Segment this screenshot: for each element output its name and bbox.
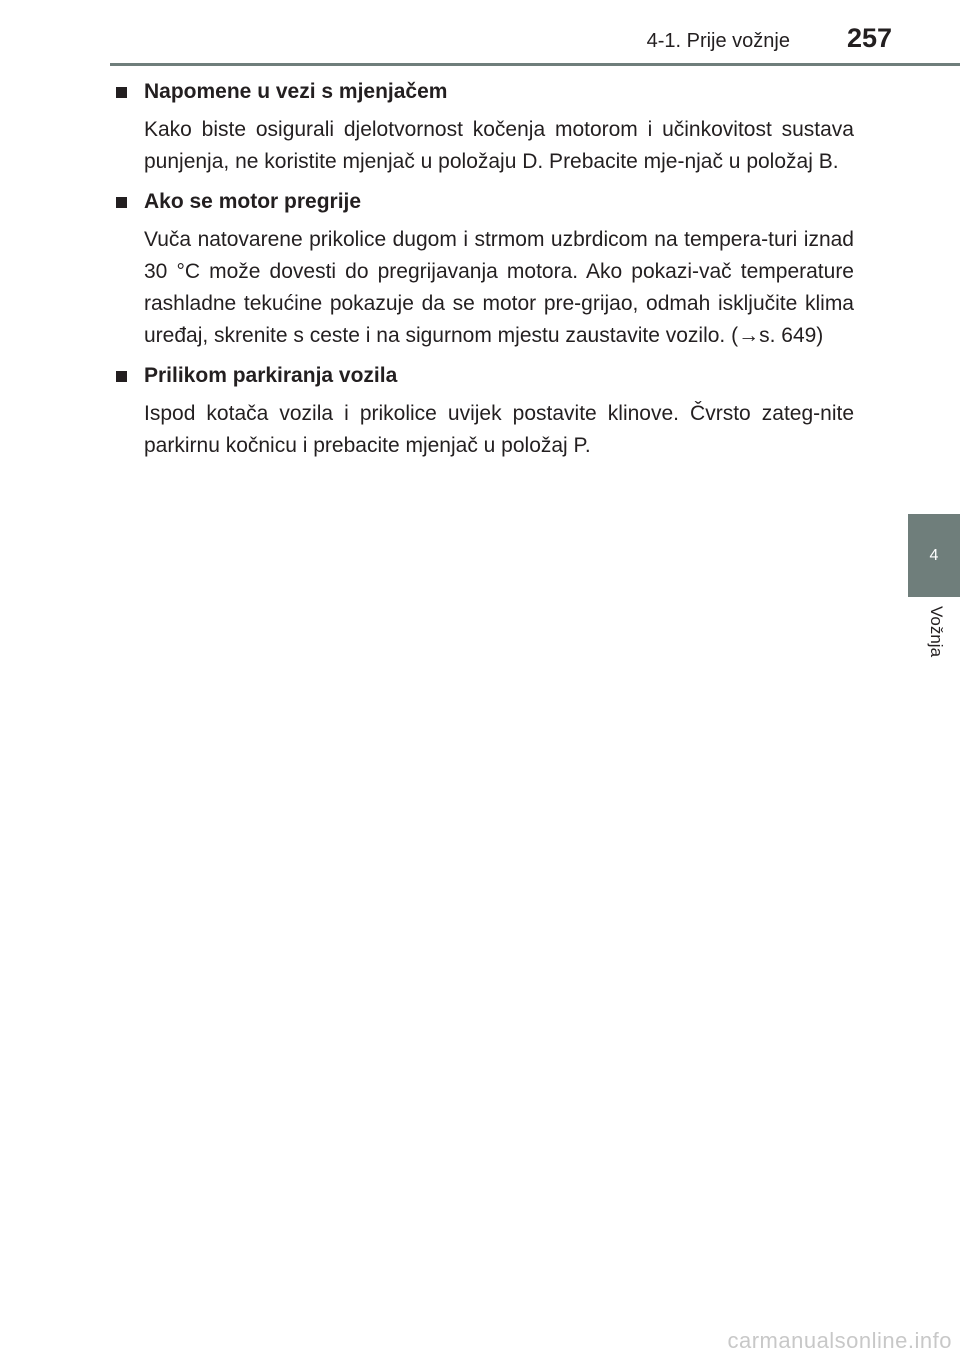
section-title: 4-1. Prije vožnje: [646, 30, 790, 52]
chapter-label: Vožnja: [927, 606, 946, 658]
note-body: Kako biste osigurali djelotvornost kočenja motorom i učinkovitost sustava punjenja, ne koristite mjenjač u položaju D. Prebacite mje-njač u položaj B.: [144, 118, 854, 173]
note-block-parking: [116, 360, 854, 462]
square-bullet-icon: [116, 371, 127, 382]
note-body: Vuča natovarene prikolice dugom i strmom uzbrdicom na tempera-turi iznad 30 °C može dovesti do pregrijavanja motora. Ako pokazi-vač temperature rashladne tekućine pokazuje da se motor pre-grijao, odmah isključite klima uređaj, skrenite s ceste i na sigurnom mjestu zaustavite vozilo. (→s. 649): [144, 228, 854, 347]
note-heading: [116, 360, 854, 392]
note-body: Ispod kotača vozila i prikolice uvijek postavite klinove. Čvrsto zateg-nite parkirnu kočnicu i prebacite mjenjač u položaj P.: [144, 402, 854, 457]
header-rule: [110, 63, 960, 66]
page-header: [0, 0, 960, 66]
page-content: [116, 76, 854, 470]
note-heading: [116, 76, 854, 108]
note-block-gearbox: [116, 76, 854, 178]
watermark: carmanualsonline.info: [727, 1328, 952, 1353]
square-bullet-icon: [116, 197, 127, 208]
note-heading-text: Ako se motor pregrije: [144, 190, 362, 213]
note-heading: [116, 186, 854, 218]
note-block-overheating: [116, 186, 854, 352]
square-bullet-icon: [116, 87, 127, 98]
page-number: 257: [846, 23, 892, 53]
chapter-tab: [908, 514, 960, 597]
note-heading-text: Napomene u vezi s mjenjačem: [144, 80, 448, 103]
chapter-number: 4: [929, 546, 939, 564]
note-heading-text: Prilikom parkiranja vozila: [144, 364, 398, 387]
